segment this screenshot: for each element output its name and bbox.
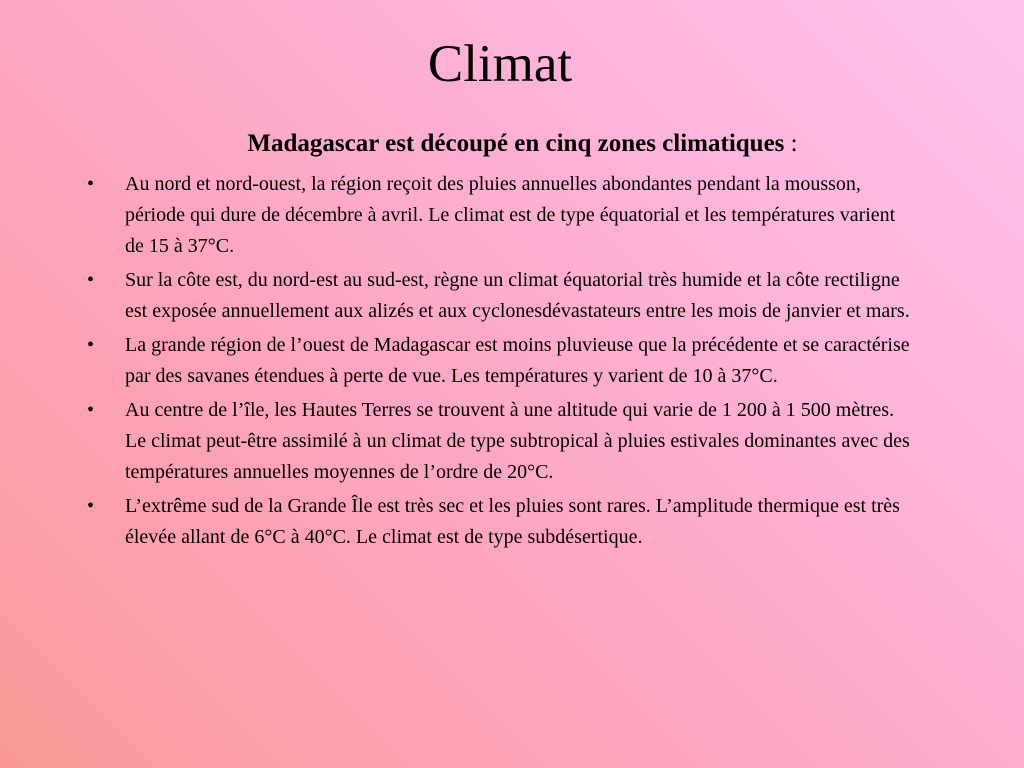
subtitle-suffix: : <box>784 130 798 157</box>
bullet-dot-icon: • <box>87 399 95 421</box>
bullet-item <box>87 330 917 392</box>
subtitle-bold-text: Madagascar est découpé en cinq zones climatiques <box>247 130 785 157</box>
bullet-text: Au centre de l’île, les Hautes Terres se trouvent à une altitude qui varie de 1 200 à 1 500 mètres. Le climat peut-être assimilé à un climat de type subtropical à pluies estivales dominantes avec des températures annuelles moyennes de l’ordre de 20°C. <box>125 399 910 483</box>
bullet-text: Sur la côte est, du nord-est au sud-est, règne un climat équatorial très humide et la côte rectiligne est exposée annuellement aux alizés et aux cyclonesdévastateurs entre les mois de janvier et mars. <box>125 269 910 322</box>
bullet-item <box>87 169 917 262</box>
bullet-dot-icon: • <box>87 173 95 195</box>
bullet-text: La grande région de l’ouest de Madagascar est moins pluvieuse que la précédente et se caractérise par des savanes étendues à perte de vue. Les températures y varient de 10 à 37°C. <box>125 334 910 387</box>
bullet-dot-icon: • <box>87 334 95 356</box>
bullet-dot-icon: • <box>87 495 95 517</box>
bullet-dot-icon: • <box>87 269 95 291</box>
bullet-list <box>87 169 917 556</box>
bullet-text: L’extrême sud de la Grande Île est très sec et les pluies sont rares. L’amplitude thermique est très élevée allant de 6°C à 40°C. Le climat est de type subdésertique. <box>125 495 900 548</box>
slide-subtitle <box>0 127 1024 161</box>
bullet-text: Au nord et nord-ouest, la région reçoit des pluies annuelles abondantes pendant la mousson, période qui dure de décembre à avril. Le climat est de type équatorial et les températures varient de 15 à 37°C. <box>125 173 896 257</box>
slide-title: Climat <box>427 35 573 93</box>
bullet-item <box>87 491 917 553</box>
bullet-item <box>87 265 917 327</box>
bullet-item <box>87 395 917 488</box>
